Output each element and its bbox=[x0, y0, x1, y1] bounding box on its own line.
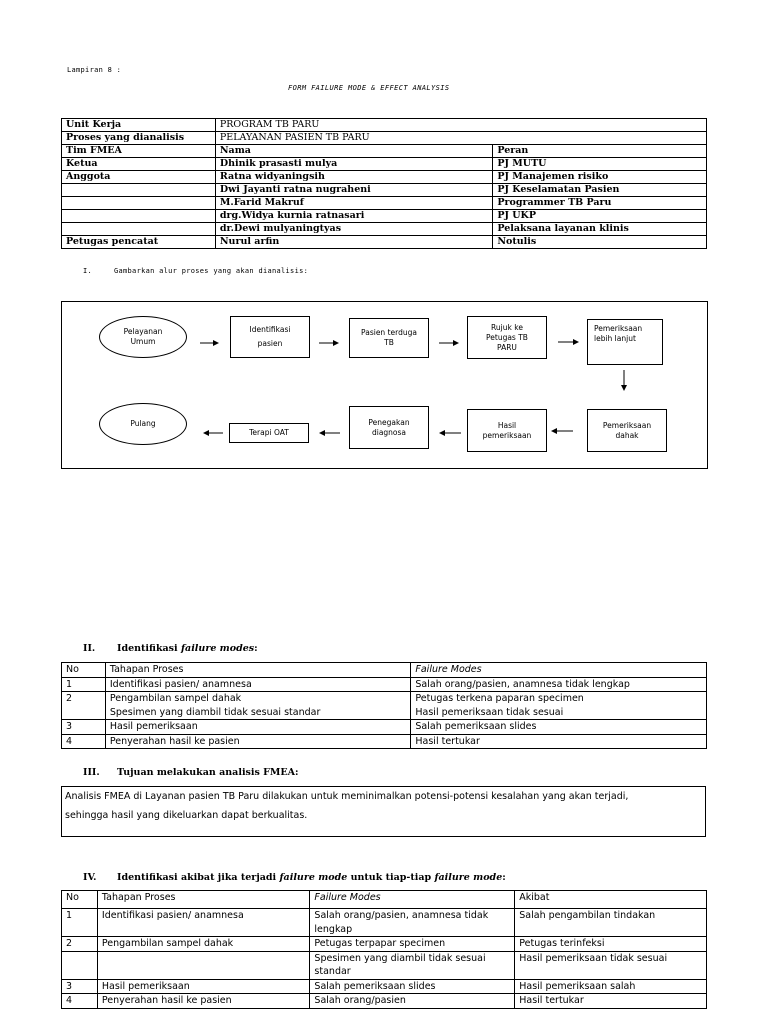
node-label: Petugas TB bbox=[486, 332, 528, 342]
section3-text: Tujuan melakukan analisis FMEA: bbox=[117, 767, 299, 778]
cell-line: Pengambilan sampel dahak bbox=[109, 693, 242, 704]
section4-emphasis: failure mode bbox=[434, 872, 503, 883]
section4-number: IV. bbox=[83, 872, 97, 883]
section4-text: Identifikasi akibat jika terjadi bbox=[117, 872, 280, 883]
purpose-line: Analisis FMEA di Layanan pasien TB Paru dilakukan untuk meminimalkan potensi-potensi kesalahan yang akan terjadi, bbox=[65, 791, 629, 802]
node-label: Penegakan bbox=[368, 417, 410, 427]
unit-kerja-label: Unit Kerja bbox=[62, 119, 216, 132]
section4-emphasis: failure mode bbox=[279, 872, 348, 883]
member-name: dr.Dewi mulyaningtyas bbox=[215, 223, 492, 236]
node-label: Identifikasi bbox=[249, 325, 291, 334]
member-name: Ratna widyaningsih bbox=[215, 171, 492, 184]
role-label: Petugas pencatat bbox=[62, 236, 216, 249]
table-row bbox=[62, 979, 707, 994]
section2-text: Identifikasi bbox=[117, 643, 181, 654]
member-name: drg.Widya kurnia ratnasari bbox=[215, 210, 492, 223]
member-name: Dwi Jayanti ratna nugraheni bbox=[215, 184, 492, 197]
member-role: Pelaksana layanan klinis bbox=[493, 223, 707, 236]
cell-line: standar bbox=[314, 966, 351, 977]
section2-colon: : bbox=[254, 643, 258, 654]
cell-failure bbox=[310, 951, 515, 979]
cell-no: 4 bbox=[62, 994, 98, 1009]
node-label: dahak bbox=[615, 430, 639, 440]
node-label: Hasil bbox=[497, 420, 517, 430]
unit-kerja-value: PROGRAM TB PARU bbox=[215, 119, 706, 132]
section1-number: I. bbox=[83, 267, 93, 275]
cell-akibat: Petugas terinfeksi bbox=[515, 937, 707, 952]
table-row bbox=[62, 692, 707, 720]
cell-tahapan: Hasil pemeriksaan bbox=[97, 979, 310, 994]
node-label: TB bbox=[384, 338, 394, 347]
role-label: Tim FMEA bbox=[62, 145, 216, 158]
table-row bbox=[62, 994, 707, 1009]
cell-no: 3 bbox=[62, 979, 98, 994]
proses-label: Proses yang dianalisis bbox=[62, 132, 216, 145]
member-role: Notulis bbox=[493, 236, 707, 249]
cell-line: Salah orang/pasien, anamnesa tidak bbox=[314, 910, 489, 921]
cell-line: Hasil pemeriksaan tidak sesuai bbox=[415, 706, 564, 718]
cell-no: 2 bbox=[62, 692, 106, 720]
table-row bbox=[62, 677, 707, 692]
col-header-failure: Failure Modes bbox=[411, 663, 707, 678]
cell-no: 3 bbox=[62, 720, 106, 735]
cell-tahapan: Pengambilan sampel dahak bbox=[97, 937, 310, 952]
proses-value: PELAYANAN PASIEN TB PARU bbox=[215, 132, 706, 145]
cell-tahapan: Penyerahan hasil ke pasien bbox=[105, 734, 411, 749]
node-label: Rujuk ke bbox=[491, 322, 523, 332]
table-row bbox=[62, 891, 707, 909]
cell-akibat: Hasil pemeriksaan salah bbox=[515, 979, 707, 994]
lampiran-label: Lampiran 8 : bbox=[67, 66, 122, 74]
node-label: Pelayanan bbox=[123, 327, 163, 336]
member-role: PJ MUTU bbox=[493, 158, 707, 171]
cell-line: Spesimen yang diambil tidak sesuai standar bbox=[109, 706, 321, 718]
node-label: Pasien terduga bbox=[361, 328, 417, 337]
col-header-tahapan: Tahapan Proses bbox=[97, 891, 310, 909]
cell-no bbox=[62, 951, 98, 979]
node-label: pasien bbox=[257, 339, 283, 348]
cell-akibat: Hasil pemeriksaan tidak sesuai bbox=[515, 951, 707, 979]
effects-table bbox=[61, 890, 707, 1009]
section4-colon: : bbox=[502, 872, 506, 883]
col-header-failure: Failure Modes bbox=[310, 891, 515, 909]
cell-no: 1 bbox=[62, 677, 106, 692]
cell-failure: Salah pemeriksaan slides bbox=[411, 720, 707, 735]
role-label: Anggota bbox=[62, 171, 216, 184]
node-label: Pulang bbox=[130, 419, 156, 428]
node-label: PARU bbox=[497, 342, 517, 352]
cell-failure: Salah orang/pasien, anamnesa tidak lengkap bbox=[411, 677, 707, 692]
table-row bbox=[62, 663, 707, 678]
member-name: Dhinik prasasti mulya bbox=[215, 158, 492, 171]
table-row bbox=[62, 734, 707, 749]
member-role: PJ Keselamatan Pasien bbox=[493, 184, 707, 197]
table-row bbox=[62, 937, 707, 952]
failure-modes-table bbox=[61, 662, 707, 749]
table-row bbox=[62, 720, 707, 735]
col-header-no: No bbox=[62, 891, 98, 909]
cell-line: Petugas terkena paparan specimen bbox=[415, 693, 584, 704]
cell-tahapan bbox=[105, 692, 411, 720]
section2-heading bbox=[83, 643, 258, 654]
cell-tahapan: Identifikasi pasien/ anamnesa bbox=[105, 677, 411, 692]
node-label: Pemeriksaan bbox=[602, 420, 652, 430]
col-header-no: No bbox=[62, 663, 106, 678]
cell-akibat: Salah pengambilan tindakan bbox=[515, 909, 707, 937]
cell-tahapan: Penyerahan hasil ke pasien bbox=[97, 994, 310, 1009]
cell-line: Spesimen yang diambil tidak sesuai bbox=[314, 952, 486, 964]
cell-failure: Salah orang/pasien bbox=[310, 994, 515, 1009]
node-label: diagnosa bbox=[371, 427, 407, 437]
col-header-akibat: Akibat bbox=[515, 891, 707, 909]
section2-number: II. bbox=[83, 643, 96, 654]
cell-tahapan bbox=[97, 951, 310, 979]
cell-no: 4 bbox=[62, 734, 106, 749]
section2-emphasis: failure modes bbox=[180, 643, 255, 654]
cell-failure bbox=[310, 909, 515, 937]
section3-heading bbox=[83, 767, 299, 778]
section3-number: III. bbox=[83, 767, 100, 778]
section4-text: untuk tiap-tiap bbox=[347, 872, 435, 883]
cell-akibat: Hasil tertukar bbox=[515, 994, 707, 1009]
node-label: pemeriksaan bbox=[482, 430, 532, 440]
cell-failure: Salah pemeriksaan slides bbox=[310, 979, 515, 994]
cell-failure bbox=[411, 692, 707, 720]
role-label: Ketua bbox=[62, 158, 216, 171]
member-role: PJ UKP bbox=[493, 210, 707, 223]
cell-failure: Petugas terpapar specimen bbox=[310, 937, 515, 952]
cell-line: lengkap bbox=[314, 923, 353, 935]
node-label: Terapi OAT bbox=[249, 428, 289, 437]
cell-no: 1 bbox=[62, 909, 98, 937]
purpose-line: sehingga hasil yang dikeluarkan dapat berkualitas. bbox=[65, 810, 308, 821]
col-header-tahapan: Tahapan Proses bbox=[105, 663, 411, 678]
member-name: M.Farid Makruf bbox=[215, 197, 492, 210]
member-role: Peran bbox=[493, 145, 707, 158]
member-role: PJ Manajemen risiko bbox=[493, 171, 707, 184]
node-label: Umum bbox=[130, 337, 156, 346]
section1-text: Gambarkan alur proses yang akan dianalisis: bbox=[114, 267, 309, 275]
cell-tahapan: Hasil pemeriksaan bbox=[105, 720, 411, 735]
member-name: Nama bbox=[215, 145, 492, 158]
table-row bbox=[62, 909, 707, 937]
member-role: Programmer TB Paru bbox=[493, 197, 707, 210]
cell-no: 2 bbox=[62, 937, 98, 952]
cell-failure: Hasil tertukar bbox=[411, 734, 707, 749]
node-label: Pemeriksaan bbox=[594, 324, 643, 333]
node-label: lebih lanjut bbox=[594, 334, 636, 343]
form-title: FORM FAILURE MODE & EFFECT ANALYSIS bbox=[288, 84, 450, 92]
section4-heading bbox=[83, 872, 506, 883]
cell-tahapan: Identifikasi pasien/ anamnesa bbox=[97, 909, 310, 937]
fmea-purpose-box bbox=[61, 786, 706, 837]
table-row bbox=[62, 951, 707, 979]
member-name: Nurul arfin bbox=[215, 236, 492, 249]
